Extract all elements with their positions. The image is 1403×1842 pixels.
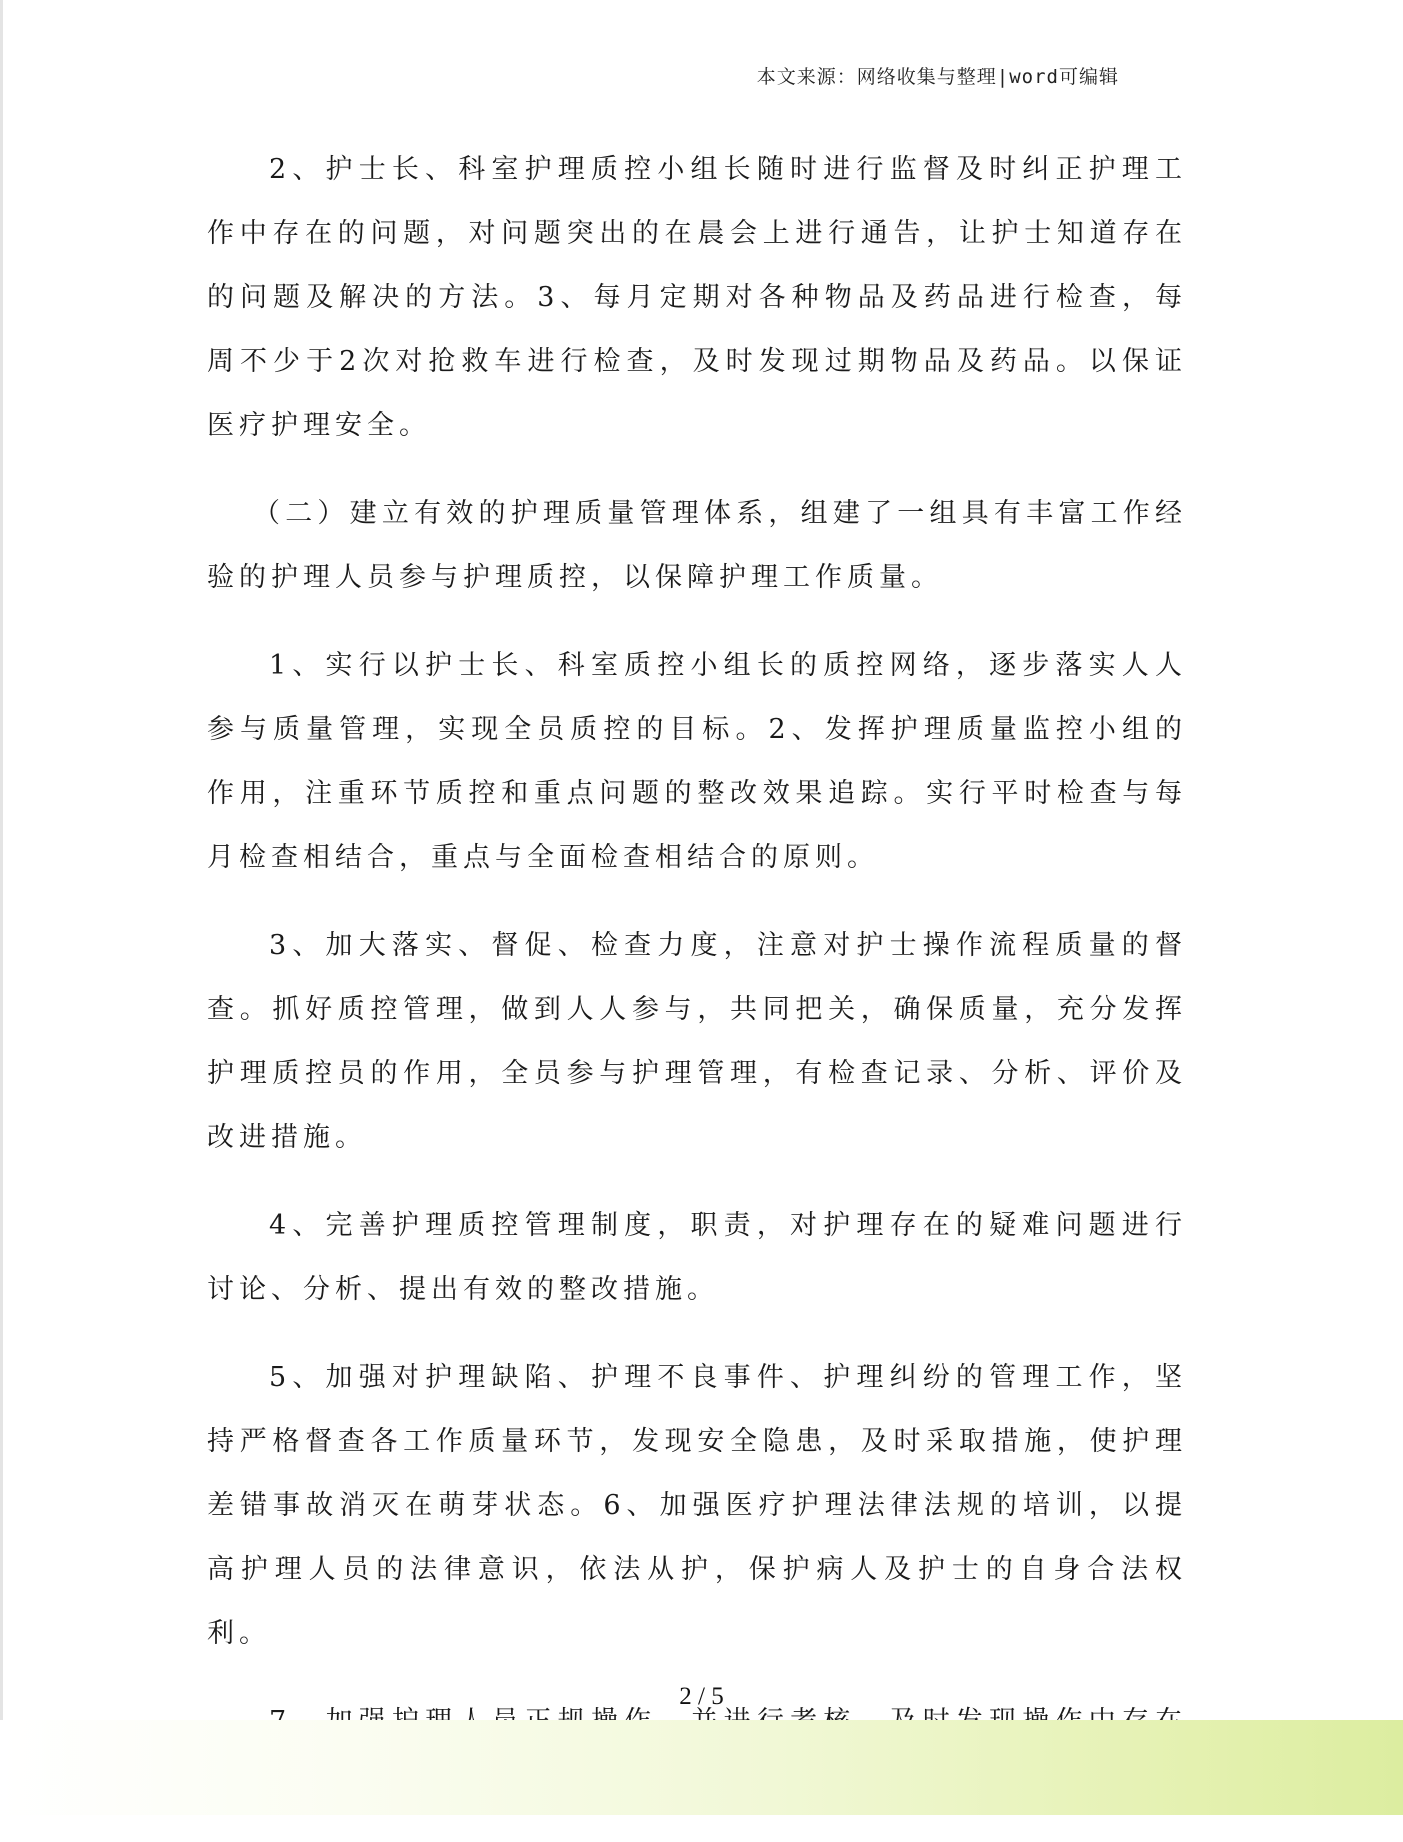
paragraph-supervision: 2、护士长、科室护理质控小组长随时进行监督及时纠正护理工作中存在的问题，对问题突出的在晨会上进行通告，让护士知道存在的问题及解决的方法。3、每月定期对各种物品及药品进行检查，每周不少于2次对抢救车进行检查，及时发现过期物品及药品。以保证医疗护理安全。: [207, 154, 1187, 441]
footer-decoration-band: [0, 1720, 1403, 1815]
header-source-label: 本文来源：网络收集与整理|word可编辑: [756, 66, 1119, 88]
paragraph-inspection: 3、加大落实、督促、检查力度，注意对护士操作流程质量的督查。抓好质控管理，做到人人参与，共同把关，确保质量，充分发挥护理质控员的作用，全员参与护理管理，有检查记录、分析、评价及改进措施。: [207, 930, 1187, 1153]
paragraph-regulations: 4、完善护理质控管理制度，职责，对护理存在的疑难问题进行讨论、分析、提出有效的整改措施。: [207, 1210, 1187, 1305]
paragraph-quality-system: （二）建立有效的护理质量管理体系，组建了一组具有丰富工作经验的护理人员参与护理质控，以保障护理工作质量。: [207, 498, 1187, 593]
paragraph-defect-management: 5、加强对护理缺陷、护理不良事件、护理纠纷的管理工作，坚持严格督查各工作质量环节，发现安全隐患，及时采取措施，使护理差错事故消灭在萌芽状态。6、加强医疗护理法律法规的培训，以提高护理人员的法律意识，依法从护，保护病人及护士的自身合法权利。: [207, 1362, 1187, 1649]
body-text: [207, 138, 1187, 1842]
page-number: 2 / 5: [679, 1683, 724, 1710]
page-left-border: [0, 0, 3, 1815]
paragraph-quality-network: 1、实行以护士长、科室质控小组长的质控网络，逐步落实人人参与质量管理，实现全员质控的目标。2、发挥护理质量监控小组的作用，注重环节质控和重点问题的整改效果追踪。实行平时检查与每月检查相结合，重点与全面检查相结合的原则。: [207, 650, 1187, 873]
